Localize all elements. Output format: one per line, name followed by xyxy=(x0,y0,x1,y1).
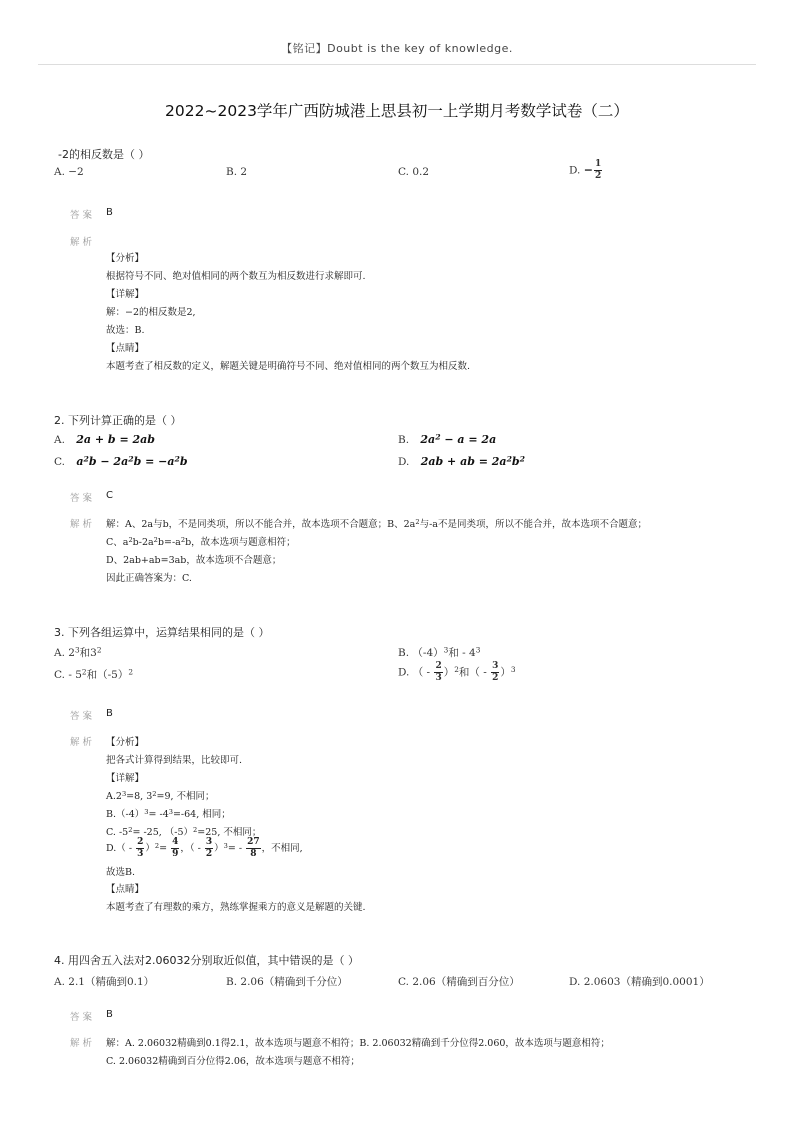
exponent: 2 xyxy=(81,667,87,677)
exponent: 2 xyxy=(193,826,198,835)
q1-analysis-line: 【分析】 xyxy=(106,253,145,264)
exponent: 2 xyxy=(128,667,134,677)
q2-option-a xyxy=(54,433,155,446)
q1-analysis-line: 本题考查了相反数的定义，解题关键是明确符号不同、绝对值相同的两个数互为相反数. xyxy=(106,361,471,372)
fraction-denominator: 8 xyxy=(250,849,257,859)
q3-analysis-line xyxy=(106,838,303,859)
text-part: C. - 5 xyxy=(54,669,82,681)
text-part: ） xyxy=(500,666,511,679)
text-part: B. （-4） xyxy=(398,647,444,659)
text-part: ，（ - xyxy=(180,843,204,854)
fraction xyxy=(246,838,261,859)
expr-part: b xyxy=(511,455,520,468)
text-part: =25, 不相同； xyxy=(197,827,262,838)
fraction xyxy=(136,838,144,859)
fraction xyxy=(434,662,442,683)
q3-option-b xyxy=(398,645,480,660)
exponent: 3 xyxy=(74,645,80,655)
text-part: 与-a不是同类项，所以不能合并，故本选项不合题意； xyxy=(419,519,647,530)
q1-option-a: A. −2 xyxy=(54,166,84,178)
fraction-numerator: 1 xyxy=(594,159,602,169)
text-part: 和（ - xyxy=(458,666,491,679)
exponent: 3 xyxy=(144,808,149,817)
q2-option-d xyxy=(398,455,525,468)
q1-option-d-prefix: D. xyxy=(569,164,581,177)
fraction-numerator: 2 xyxy=(137,837,144,847)
exponent: 2 xyxy=(154,842,160,851)
q1-option-b: B. 2 xyxy=(226,166,248,178)
text-part: A. 2 xyxy=(54,647,75,659)
text-part: ） xyxy=(443,666,455,679)
expr-part: − a = 2a xyxy=(440,433,497,446)
text-part: b-2a xyxy=(132,537,154,548)
q1-answer: B xyxy=(106,207,113,218)
exponent: 2 xyxy=(96,645,102,655)
page-title: 2022~2023学年广西防城港上思县初一上学期月考数学试卷（二） xyxy=(165,102,629,120)
text-part: 和 - 4 xyxy=(448,647,476,659)
fraction-denominator: 2 xyxy=(492,673,499,683)
fraction-denominator: 2 xyxy=(205,849,213,859)
analysis-label: 解析 xyxy=(70,519,96,530)
expr-part: b xyxy=(179,455,188,468)
q3-analysis-line: 本题考查了有理数的乘方，熟练掌握乘方的意义是解题的关键. xyxy=(106,902,366,913)
text-part: B.（-4） xyxy=(106,809,145,820)
text-part: = - xyxy=(227,843,246,854)
fraction-denominator: 2 xyxy=(594,171,602,181)
q4-option-a: A. 2.1（精确到0.1） xyxy=(54,976,155,988)
q2-analysis-line xyxy=(106,534,296,548)
exponent: 3 xyxy=(121,790,127,799)
exponent: 2 xyxy=(152,790,157,799)
text-part: b=-a xyxy=(157,537,181,548)
text-part: ，不相同, xyxy=(261,843,303,854)
q4-analysis-line: 解：A. 2.06032精确到0.1得2.1，故本选项与题意不相符；B. 2.06032精确到千分位得2.060，故本选项与题意相符； xyxy=(106,1038,610,1049)
text-part: = xyxy=(159,843,171,854)
fraction-numerator: 3 xyxy=(205,837,213,847)
q1-analysis-line: 【点睛】 xyxy=(106,343,145,354)
page-header-motto: 【铭记】Doubt is the key of knowledge. xyxy=(281,42,513,55)
text-part: 和（-5） xyxy=(86,669,129,681)
text-part: =-64, 相同； xyxy=(172,809,231,820)
q4-option-c: C. 2.06（精确到百分位） xyxy=(398,976,520,988)
exponent: 3 xyxy=(443,645,449,655)
question-2-stem: 2. 下列计算正确的是（ ） xyxy=(54,414,182,427)
expr-part: a xyxy=(76,455,84,468)
q2-option-c xyxy=(54,455,188,468)
fraction-numerator: 27 xyxy=(247,837,260,847)
exponent: 2 xyxy=(83,454,89,464)
exponent: 2 xyxy=(415,518,420,527)
fraction xyxy=(205,838,213,859)
expr-part: b − 2a xyxy=(88,455,129,468)
q4-analysis-line: C. 2.06032精确到百分位得2.06，故本选项与题意不相符； xyxy=(106,1056,360,1067)
fraction-numerator: 4 xyxy=(172,837,179,847)
q1-analysis-line: 【详解】 xyxy=(106,289,145,300)
exponent: 2 xyxy=(128,536,133,545)
q2-option-a-expression: 2a + b = 2ab xyxy=(76,433,155,446)
q2-option-c-expression xyxy=(76,455,187,468)
fraction-denominator: 9 xyxy=(172,849,179,859)
q1-analysis-line: 故选：B. xyxy=(106,325,145,336)
q1-analysis-line: 解：−2的相反数是2, xyxy=(106,307,196,318)
q1-option-d-sign: − xyxy=(583,163,593,177)
text-part: C. -5 xyxy=(106,827,129,838)
q2-option-b xyxy=(398,433,496,446)
text-part: D. （ - xyxy=(398,666,434,679)
q1-analysis-line: 根据符号不同、绝对值相同的两个数互为相反数进行求解即可. xyxy=(106,271,366,282)
answer-label: 答案 xyxy=(70,210,96,221)
header-divider xyxy=(38,64,756,65)
text-part: 和3 xyxy=(79,647,97,659)
fraction-numerator: 3 xyxy=(492,661,499,671)
question-3-stem: 3. 下列各组运算中，运算结果相同的是（ ） xyxy=(54,626,270,639)
q4-option-d: D. 2.0603（精确到0.0001） xyxy=(569,976,710,988)
text-part: D.（ - xyxy=(106,843,136,854)
analysis-label: 解析 xyxy=(70,237,96,248)
q2-analysis-line xyxy=(106,516,647,530)
q3-analysis-heading: 【详解】 xyxy=(106,773,145,784)
fraction-denominator: 3 xyxy=(435,673,442,683)
q2-option-b-prefix: B. xyxy=(398,434,410,446)
text-part: =8, 3 xyxy=(126,791,153,802)
q2-option-b-expression xyxy=(420,433,496,446)
analysis-label: 解析 xyxy=(70,737,96,748)
expr-part: b = −a xyxy=(133,455,175,468)
exponent: 3 xyxy=(168,808,173,817)
q2-option-d-expression xyxy=(421,455,525,468)
exponent: 2 xyxy=(519,454,525,464)
exponent: 2 xyxy=(128,826,133,835)
q2-option-a-prefix: A. xyxy=(54,434,65,446)
q3-analysis-line: 故选B. xyxy=(106,867,136,878)
exponent: 2 xyxy=(153,536,158,545)
q1-option-c: C. 0.2 xyxy=(398,166,430,178)
fraction xyxy=(594,160,602,181)
q3-analysis-heading: 【点睛】 xyxy=(106,884,145,895)
exponent: 3 xyxy=(223,842,228,851)
q4-option-b: B. 2.06（精确到千分位） xyxy=(226,976,348,988)
answer-label: 答案 xyxy=(70,711,96,722)
q3-option-c xyxy=(54,667,133,682)
q3-option-d xyxy=(398,662,516,683)
q2-answer: C xyxy=(106,490,113,501)
q3-answer: B xyxy=(106,708,113,719)
text-part: 解：A、2a与b，不是同类项，所以不能合并，故本选项不合题意；B、2a xyxy=(106,519,416,530)
fraction-denominator: 3 xyxy=(137,849,144,859)
text-part: C、a xyxy=(106,537,129,548)
question-1-stem: -2的相反数是（ ） xyxy=(58,148,150,161)
q3-analysis-line: 把各式计算得到结果，比较即可. xyxy=(106,755,243,766)
text-part: b，故本选项与题意相符； xyxy=(185,537,296,548)
q3-analysis-heading: 【分析】 xyxy=(106,737,145,748)
expr-part: 2a xyxy=(420,433,436,446)
q1-option-d xyxy=(569,160,603,181)
fraction xyxy=(491,662,499,683)
answer-label: 答案 xyxy=(70,1012,96,1023)
exponent: 2 xyxy=(454,665,459,675)
expr-part: 2ab + ab = 2a xyxy=(420,455,507,468)
q2-analysis-line: D、2ab+ab=3ab，故本选项不合题意； xyxy=(106,555,282,566)
analysis-label: 解析 xyxy=(70,1038,96,1049)
text-part: = -4 xyxy=(148,809,169,820)
exponent: 2 xyxy=(174,454,180,464)
exponent: 2 xyxy=(435,432,441,442)
text-part: = -25, （-5） xyxy=(132,827,194,838)
exponent: 2 xyxy=(180,536,186,545)
q3-analysis-line xyxy=(106,806,231,820)
exponent: 2 xyxy=(128,454,134,464)
q4-answer: B xyxy=(106,1009,113,1020)
exponent: 3 xyxy=(510,665,516,675)
q3-analysis-line xyxy=(106,788,215,802)
fraction xyxy=(171,838,179,859)
exponent: 3 xyxy=(475,645,481,655)
text-part: ） xyxy=(214,843,224,854)
q3-option-a xyxy=(54,645,102,660)
q2-analysis-line: 因此正确答案为：C. xyxy=(106,573,192,584)
fraction-numerator: 2 xyxy=(435,661,442,671)
q2-option-c-prefix: C. xyxy=(54,456,65,468)
q3-analysis-line xyxy=(106,824,261,838)
question-4-stem: 4. 用四舍五入法对2.06032分别取近似值，其中错误的是（ ） xyxy=(54,954,359,967)
answer-label: 答案 xyxy=(70,493,96,504)
text-part: A.2 xyxy=(106,791,122,802)
exponent: 2 xyxy=(506,454,512,464)
text-part: =9, 不相同； xyxy=(156,791,215,802)
text-part: ） xyxy=(145,843,155,854)
q2-option-d-prefix: D. xyxy=(398,456,410,468)
